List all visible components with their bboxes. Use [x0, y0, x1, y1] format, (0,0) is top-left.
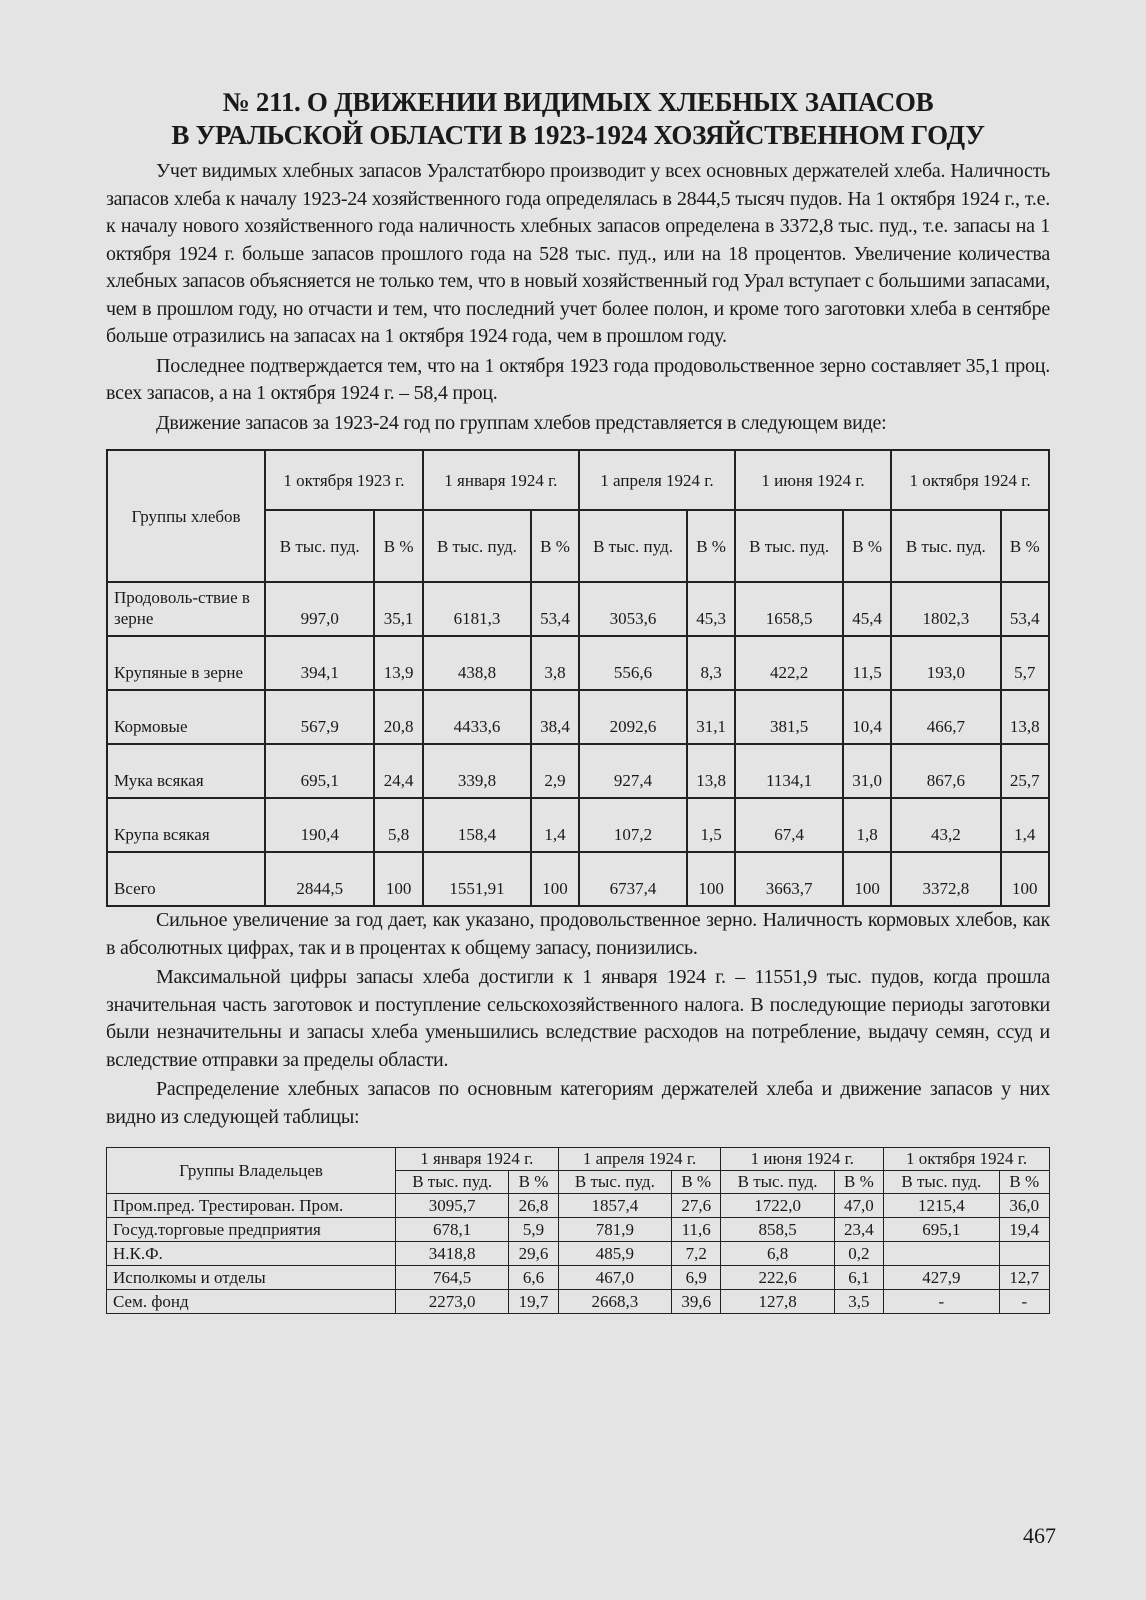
table2-cell: 6,8: [721, 1242, 834, 1266]
table2-cell: 39,6: [672, 1290, 721, 1314]
table1-cell: 556,6: [579, 636, 687, 690]
table2-cell: 3095,7: [396, 1194, 509, 1218]
table2-row: [107, 1290, 1050, 1314]
table2-subheader-percent: В %: [509, 1171, 558, 1194]
table1-subheader-percent: В %: [374, 510, 422, 582]
table2-date-header: 1 июня 1924 г.: [721, 1148, 884, 1171]
table1-cell: 5,7: [1001, 636, 1049, 690]
table1-date-header: 1 января 1924 г.: [423, 450, 579, 510]
table2-group-header: Группы Владельцев: [107, 1148, 396, 1194]
table2-cell: 19,7: [509, 1290, 558, 1314]
page-content: [106, 86, 1050, 1314]
table1-subheader-percent: В %: [1001, 510, 1049, 582]
table1-cell: 8,3: [687, 636, 735, 690]
table2-cell: 1215,4: [884, 1194, 999, 1218]
table1-cell: 158,4: [423, 798, 531, 852]
table1-cell: 4433,6: [423, 690, 531, 744]
table1-cell: 53,4: [531, 582, 579, 636]
table1-cell: 2092,6: [579, 690, 687, 744]
table1-cell: 190,4: [265, 798, 374, 852]
table1-cell: 25,7: [1001, 744, 1049, 798]
paragraph-table2-lead: Распределение хлебных запасов по основным категориям держателей хлеба и движение запасов у них видно из следующей таблицы:: [106, 1078, 1050, 1128]
table1-subheader-thousand: В тыс. пуд.: [579, 510, 687, 582]
table1-cell: 867,6: [891, 744, 1000, 798]
table1-cell: 193,0: [891, 636, 1000, 690]
table1-group-header: Группы хлебов: [107, 450, 265, 582]
table1-cell: 11,5: [843, 636, 891, 690]
table1-cell: 997,0: [265, 582, 374, 636]
table2-cell: 12,7: [999, 1266, 1049, 1290]
table1-date-header: 1 апреля 1924 г.: [579, 450, 735, 510]
table1-row-label: Кормовые: [107, 690, 265, 744]
table1-cell: 53,4: [1001, 582, 1049, 636]
table1-cell: 45,3: [687, 582, 735, 636]
table1-cell: 1,4: [531, 798, 579, 852]
grain-groups-table: [106, 449, 1050, 907]
table1-cell: 1134,1: [735, 744, 843, 798]
table1-cell: 394,1: [265, 636, 374, 690]
table2-subheader-thousand: В тыс. пуд.: [558, 1171, 671, 1194]
table2-cell: 23,4: [834, 1218, 883, 1242]
table2-cell: 6,9: [672, 1266, 721, 1290]
table1-cell: 3372,8: [891, 852, 1000, 906]
table2-date-header: 1 октября 1924 г.: [884, 1148, 1050, 1171]
table1-cell: 422,2: [735, 636, 843, 690]
table1-cell: 339,8: [423, 744, 531, 798]
table1-subheader-thousand: В тыс. пуд.: [265, 510, 374, 582]
table2-cell: 678,1: [396, 1218, 509, 1242]
table1-cell: 6737,4: [579, 852, 687, 906]
table1-cell: 13,8: [687, 744, 735, 798]
table2-cell: [884, 1242, 999, 1266]
table1-row: [107, 582, 1049, 636]
table2-cell: 6,1: [834, 1266, 883, 1290]
paragraph-increase: Сильное увеличение за год дает, как указано, продовольственное зерно. Наличность кормовых хлебов, как в абсолютных цифрах, так и в процентах к общему запасу, понизились.: [106, 909, 1050, 959]
table2-subheader-thousand: В тыс. пуд.: [884, 1171, 999, 1194]
table1-cell: 10,4: [843, 690, 891, 744]
table2-cell: -: [884, 1290, 999, 1314]
table2-cell: 5,9: [509, 1218, 558, 1242]
paragraph-table1-lead: Движение запасов за 1923-24 год по группам хлебов представляется в следующем виде:: [156, 411, 887, 434]
table2-row-label: Госуд.торговые предприятия: [107, 1218, 396, 1242]
table1-cell: 466,7: [891, 690, 1000, 744]
table1-date-header: 1 октября 1924 г.: [891, 450, 1049, 510]
table1-cell: 567,9: [265, 690, 374, 744]
table2-cell: 764,5: [396, 1266, 509, 1290]
table1-row-label: Продоволь-ствие в зерне: [107, 582, 265, 636]
table2-cell: 19,4: [999, 1218, 1049, 1242]
table2-cell: 3,5: [834, 1290, 883, 1314]
table1-row-label: Крупа всякая: [107, 798, 265, 852]
table1-subheader-percent: В %: [843, 510, 891, 582]
title-line-1: № 211. О ДВИЖЕНИИ ВИДИМЫХ ХЛЕБНЫХ ЗАПАСОВ: [222, 87, 934, 117]
table1-cell: 13,9: [374, 636, 422, 690]
table1-cell: 100: [1001, 852, 1049, 906]
table2-cell: 2668,3: [558, 1290, 671, 1314]
table2-row: [107, 1242, 1050, 1266]
table1-cell: 3053,6: [579, 582, 687, 636]
table2-cell: -: [999, 1290, 1049, 1314]
table1-cell: 43,2: [891, 798, 1000, 852]
table1-cell: 38,4: [531, 690, 579, 744]
table1-cell: 100: [374, 852, 422, 906]
table1-subheader-percent: В %: [687, 510, 735, 582]
table2-cell: 127,8: [721, 1290, 834, 1314]
owner-groups-table: [106, 1147, 1050, 1314]
table1-cell: 3,8: [531, 636, 579, 690]
table1-cell: 45,4: [843, 582, 891, 636]
table2-cell: 222,6: [721, 1266, 834, 1290]
table2-row-label: Исполкомы и отделы: [107, 1266, 396, 1290]
table2-date-header: 1 апреля 1924 г.: [558, 1148, 721, 1171]
paragraph-maximum: Максимальной цифры запасы хлеба достигли к 1 января 1924 г. – 11551,9 тыс. пудов, когда прошла значительная часть заготовок и поступление сельскохозяйственного налога. В последующие периоды заготовки были незначительны и запасы хлеба уменьшились вследствие расходов на потребление, выдачу семян, ссуд и вследствие отправки за пределы области.: [106, 966, 1050, 1071]
table1-cell: 1658,5: [735, 582, 843, 636]
table1-cell: 24,4: [374, 744, 422, 798]
table2-subheader-percent: В %: [834, 1171, 883, 1194]
table2-cell: 3418,8: [396, 1242, 509, 1266]
table2-row-label: Н.К.Ф.: [107, 1242, 396, 1266]
table1-cell: 2,9: [531, 744, 579, 798]
table1-row: [107, 636, 1049, 690]
table2-row: [107, 1194, 1050, 1218]
table1-cell: 13,8: [1001, 690, 1049, 744]
table2-date-header: 1 января 1924 г.: [396, 1148, 559, 1171]
table2-row-label: Пром.пред. Трестирован. Пром.: [107, 1194, 396, 1218]
table1-row: [107, 744, 1049, 798]
table1-cell: 3663,7: [735, 852, 843, 906]
table2-cell: 781,9: [558, 1218, 671, 1242]
table2-subheader-thousand: В тыс. пуд.: [721, 1171, 834, 1194]
table2-cell: 26,8: [509, 1194, 558, 1218]
table2-row: [107, 1218, 1050, 1242]
table2-cell: 11,6: [672, 1218, 721, 1242]
table1-cell: 1,5: [687, 798, 735, 852]
table1-cell: 31,0: [843, 744, 891, 798]
table1-cell: 100: [687, 852, 735, 906]
table1-cell: 100: [531, 852, 579, 906]
paragraph-confirm: Последнее подтверждается тем, что на 1 октября 1923 года продовольственное зерно составляет 35,1 проц. всех запасов, а на 1 октября 1924 г. – 58,4 проц.: [106, 354, 1050, 404]
table1-row: [107, 690, 1049, 744]
table2-row-label: Сем. фонд: [107, 1290, 396, 1314]
table2-cell: 858,5: [721, 1218, 834, 1242]
table1-cell: 1551,91: [423, 852, 531, 906]
table1-cell: 6181,3: [423, 582, 531, 636]
table2-cell: 0,2: [834, 1242, 883, 1266]
table2-row: [107, 1266, 1050, 1290]
table1-subheader-thousand: В тыс. пуд.: [891, 510, 1000, 582]
table1-subheader-thousand: В тыс. пуд.: [423, 510, 531, 582]
table1-cell: 1802,3: [891, 582, 1000, 636]
page-number: 467: [1023, 1523, 1056, 1548]
table1-cell: 2844,5: [265, 852, 374, 906]
table2-cell: 29,6: [509, 1242, 558, 1266]
table1-subheader-percent: В %: [531, 510, 579, 582]
table2-cell: 485,9: [558, 1242, 671, 1266]
table2-cell: 7,2: [672, 1242, 721, 1266]
table2-cell: 27,6: [672, 1194, 721, 1218]
title-line-2: В УРАЛЬСКОЙ ОБЛАСТИ В 1923-1924 ХОЗЯЙСТВЕННОМ ГОДУ: [171, 120, 985, 150]
table2-cell: 6,6: [509, 1266, 558, 1290]
table1-cell: 5,8: [374, 798, 422, 852]
table1-cell: 107,2: [579, 798, 687, 852]
table1-cell: 695,1: [265, 744, 374, 798]
table2-cell: 2273,0: [396, 1290, 509, 1314]
table1-cell: 31,1: [687, 690, 735, 744]
table1-cell: 927,4: [579, 744, 687, 798]
table1-cell: 20,8: [374, 690, 422, 744]
table1-row: [107, 852, 1049, 906]
table1-cell: 1,8: [843, 798, 891, 852]
table1-cell: 438,8: [423, 636, 531, 690]
table2-cell: 427,9: [884, 1266, 999, 1290]
table2-subheader-thousand: В тыс. пуд.: [396, 1171, 509, 1194]
table1-cell: 35,1: [374, 582, 422, 636]
table1-subheader-thousand: В тыс. пуд.: [735, 510, 843, 582]
table2-subheader-percent: В %: [999, 1171, 1049, 1194]
table1-row: [107, 798, 1049, 852]
table1-date-header: 1 октября 1923 г.: [265, 450, 423, 510]
paragraph-intro: Учет видимых хлебных запасов Уралстатбюро производит у всех основных держателей хлеба. Наличность запасов хлеба к началу 1923-24 хозяйственного года определялась в 2844,5 тысяч пудов. На 1 октября 1924 г., т.е. к началу нового хозяйственного года наличность хлебных запасов определена в 3372,8 тыс. пуд., т.е. запасы на 1 октября 1924 г. больше запасов прошлого года на 528 тыс. пуд., или на 18 процентов. Увеличение количества хлебных запасов объясняется не только тем, что в новый хозяйственный год Урал вступает с большими запасами, чем в прошлом году, но отчасти и тем, что последний учет более полон, и кроме того заготовки хлеба в сентябре больше отразились на запасах на 1 октября 1924 года, чем в прошлом году.: [106, 160, 1050, 347]
table1-date-header: 1 июня 1924 г.: [735, 450, 891, 510]
table1-cell: 100: [843, 852, 891, 906]
table2-cell: 467,0: [558, 1266, 671, 1290]
table2-subheader-percent: В %: [672, 1171, 721, 1194]
table1-cell: 381,5: [735, 690, 843, 744]
table2-cell: 1722,0: [721, 1194, 834, 1218]
table1-row-label: Всего: [107, 852, 265, 906]
table2-cell: [999, 1242, 1049, 1266]
table2-cell: 695,1: [884, 1218, 999, 1242]
table2-cell: 1857,4: [558, 1194, 671, 1218]
table1-row-label: Мука всякая: [107, 744, 265, 798]
table1-cell: 67,4: [735, 798, 843, 852]
table1-row-label: Крупяные в зерне: [107, 636, 265, 690]
table2-cell: 47,0: [834, 1194, 883, 1218]
table2-cell: 36,0: [999, 1194, 1049, 1218]
document-title: [106, 86, 1050, 152]
table1-cell: 1,4: [1001, 798, 1049, 852]
